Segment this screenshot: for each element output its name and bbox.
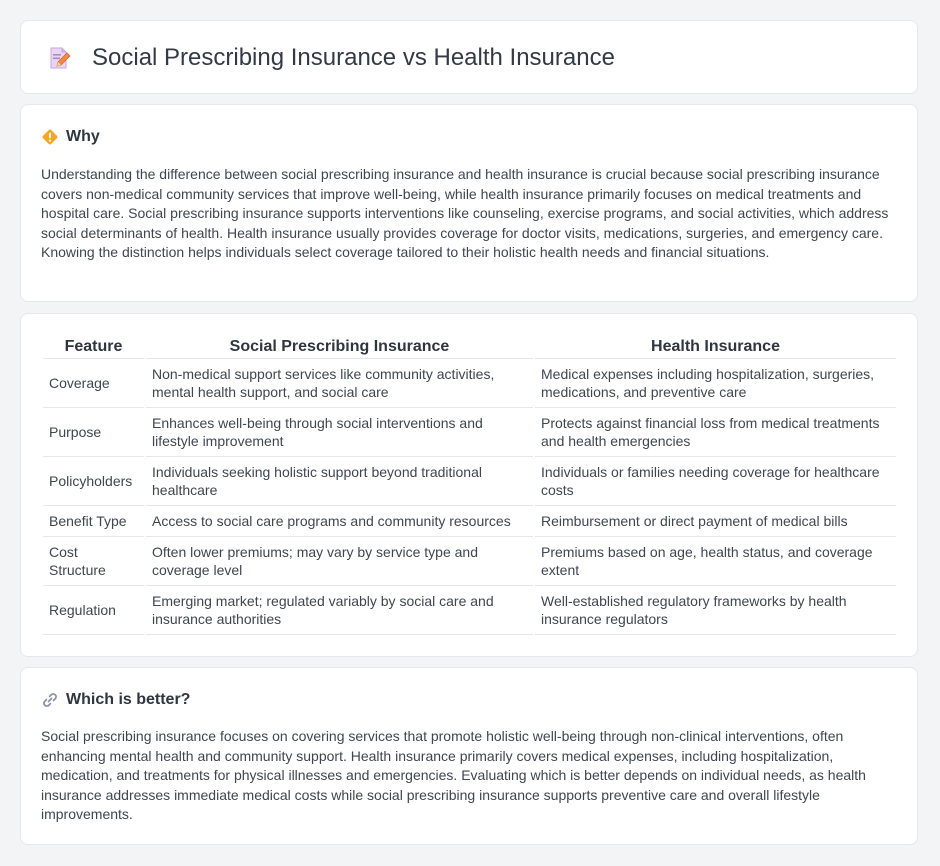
table-row <box>43 457 896 506</box>
feature-cell: Purpose <box>43 408 144 457</box>
table-row <box>43 359 896 408</box>
header-card <box>20 20 918 94</box>
social-prescribing-cell: Emerging market; regulated variably by social care and insurance authorities <box>146 586 533 635</box>
table-header-row <box>43 334 896 359</box>
comparison-table <box>41 334 898 635</box>
col-header-health-insurance: Health Insurance <box>535 334 896 359</box>
comparison-table-card <box>20 313 918 657</box>
diamond-warning-icon <box>41 128 59 146</box>
col-header-feature: Feature <box>43 334 144 359</box>
which-is-better-section <box>20 667 918 845</box>
feature-cell: Benefit Type <box>43 506 144 537</box>
table-row <box>43 537 896 586</box>
link-icon <box>41 691 59 709</box>
document-pencil-icon <box>47 46 71 70</box>
why-section <box>20 104 918 302</box>
social-prescribing-cell: Often lower premiums; may vary by service type and coverage level <box>146 537 533 586</box>
social-prescribing-cell: Individuals seeking holistic support beyond traditional healthcare <box>146 457 533 506</box>
health-insurance-cell: Well-established regulatory frameworks by health insurance regulators <box>535 586 896 635</box>
health-insurance-cell: Premiums based on age, health status, and coverage extent <box>535 537 896 586</box>
health-insurance-cell: Individuals or families needing coverage for healthcare costs <box>535 457 896 506</box>
health-insurance-cell: Protects against financial loss from medical treatments and health emergencies <box>535 408 896 457</box>
social-prescribing-cell: Non-medical support services like community activities, mental health support, and social care <box>146 359 533 408</box>
feature-cell: Policyholders <box>43 457 144 506</box>
col-header-social-prescribing: Social Prescribing Insurance <box>146 334 533 359</box>
table-row <box>43 586 896 635</box>
health-insurance-cell: Reimbursement or direct payment of medical bills <box>535 506 896 537</box>
why-text: Understanding the difference between social prescribing insurance and health insurance is crucial because social prescribing insurance covers non-medical community services that improve well-being, while health insurance primarily focuses on medical treatments and hospital care. Social prescribing insurance supports interventions like counseling, exercise programs, and social activities, which address social determinants of health. Health insurance usually provides coverage for doctor visits, medications, surgeries, and emergency care. Knowing the distinction helps individuals select coverage tailored to their holistic health needs and financial situations. <box>41 166 889 260</box>
feature-cell: Regulation <box>43 586 144 635</box>
why-heading <box>41 127 100 147</box>
table-row <box>43 408 896 457</box>
better-text: Social prescribing insurance focuses on covering services that promote holistic well-being through non-clinical interventions, often enhancing mental health and community support. Health insurance primarily covers medical expenses, including hospitalization, medication, and treatments for physical illnesses and emergencies. Evaluating which is better depends on individual needs, as health insurance addresses immediate medical costs while social prescribing insurance supports preventive care and overall lifestyle improvements. <box>41 728 866 822</box>
social-prescribing-cell: Enhances well-being through social interventions and lifestyle improvement <box>146 408 533 457</box>
social-prescribing-cell: Access to social care programs and community resources <box>146 506 533 537</box>
why-title: Why <box>66 128 100 145</box>
feature-cell: Coverage <box>43 359 144 408</box>
better-title: Which is better? <box>66 691 191 708</box>
feature-cell: Cost Structure <box>43 537 144 586</box>
page-title: Social Prescribing Insurance vs Health Insurance <box>92 44 615 71</box>
better-heading <box>41 690 190 710</box>
table-row <box>43 506 896 537</box>
health-insurance-cell: Medical expenses including hospitalization, surgeries, medications, and preventive care <box>535 359 896 408</box>
